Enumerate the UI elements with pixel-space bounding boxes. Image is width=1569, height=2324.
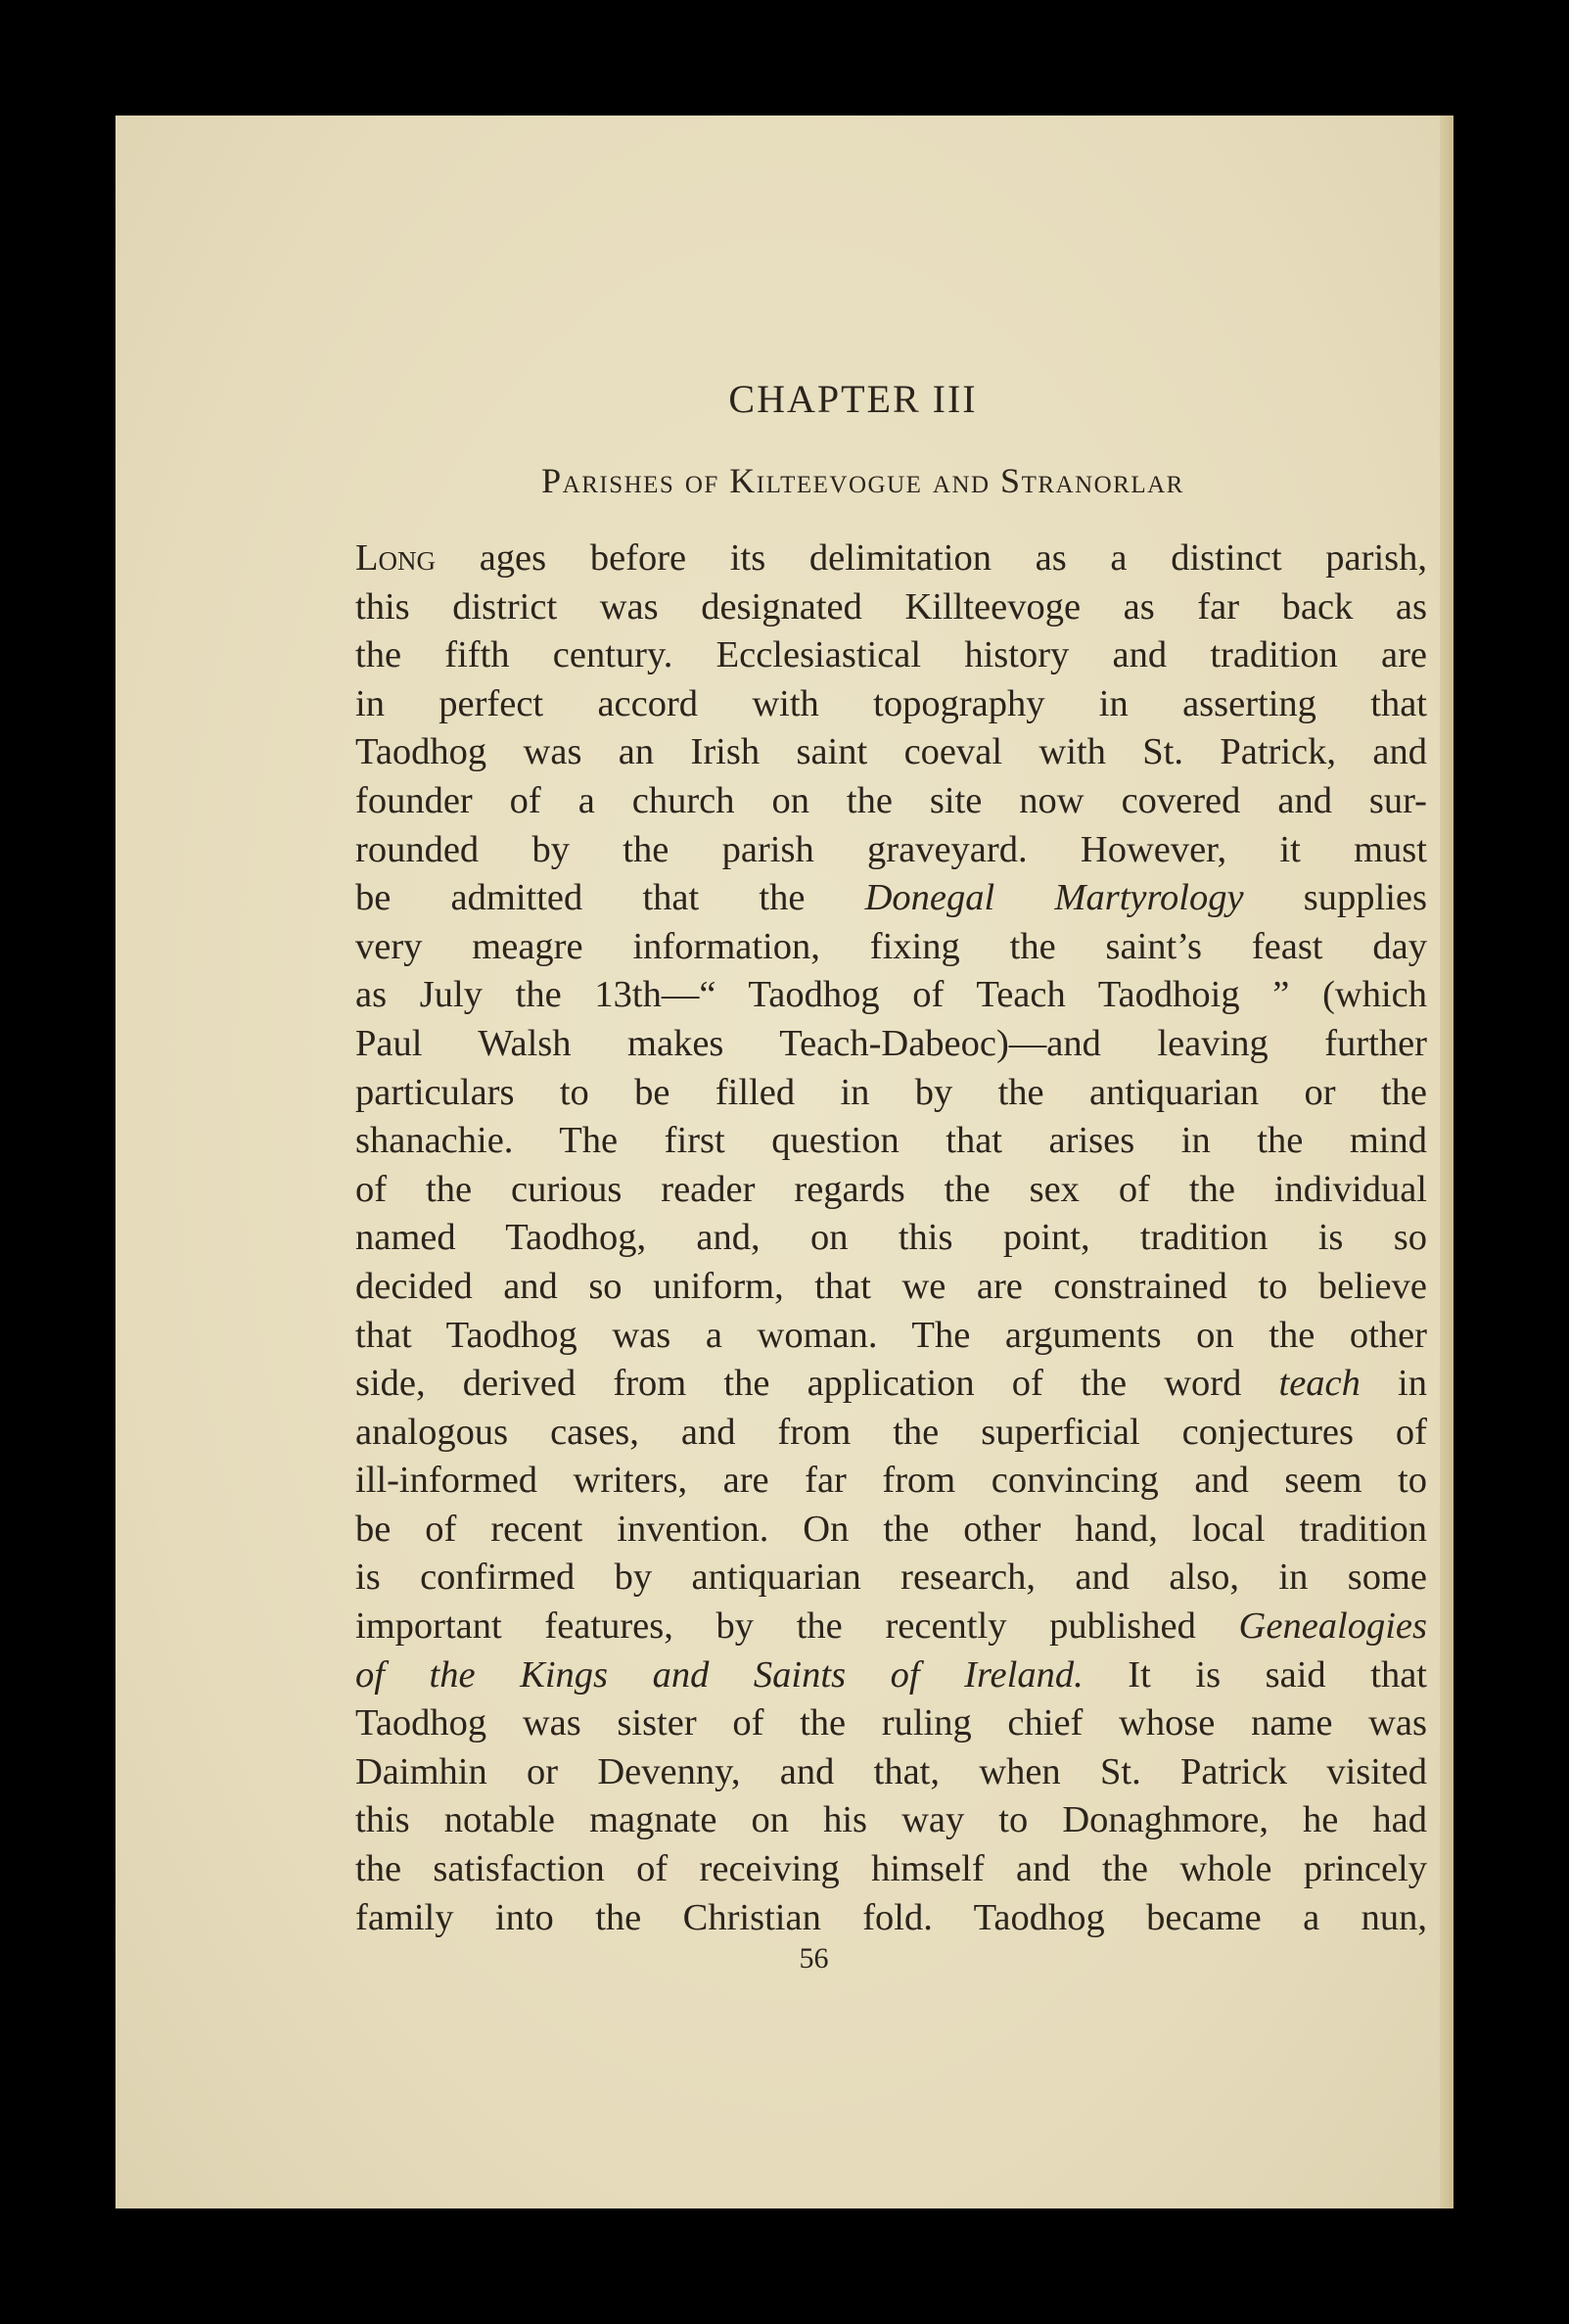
text-line: [355, 631, 1427, 680]
text-line: [355, 923, 1427, 972]
text-segment: very meagre information, fixing the saint’s feast day: [355, 925, 1427, 967]
page-edge: [1440, 116, 1454, 2208]
text-line: [355, 777, 1427, 826]
text-line: [355, 1506, 1427, 1555]
text-segment: analogous cases, and from the superficial conjectures of: [355, 1411, 1427, 1453]
text-line: [355, 1409, 1427, 1458]
text-segment: It is said that: [1083, 1653, 1427, 1696]
text-line: [355, 826, 1427, 875]
text-segment: this notable magnate on his way to Donaghmore, he had: [355, 1799, 1427, 1841]
text-segment: Daimhin or Devenny, and that, when St. Patrick visited: [355, 1750, 1427, 1792]
text-segment: as July the 13th—“ Taodhog of Teach Taodhoig ” (which: [355, 974, 1427, 1016]
text-segment: family into the Christian fold. Taodhog became a nun,: [355, 1896, 1427, 1938]
text-line: [355, 1699, 1427, 1748]
text-segment: important features, by the recently published: [355, 1605, 1239, 1648]
text-segment: Long: [355, 537, 437, 579]
text-line: [355, 728, 1427, 777]
text-segment: Genealogies: [1238, 1605, 1427, 1648]
text-segment: Taodhog was sister of the ruling chief whose name was: [355, 1702, 1427, 1744]
text-line: [355, 874, 1427, 923]
text-segment: decided and so uniform, that we are constrained to believe: [355, 1265, 1427, 1307]
text-segment: supplies: [1243, 877, 1427, 919]
text-line: [355, 1214, 1427, 1263]
text-line: [355, 1603, 1427, 1651]
text-line: [355, 1845, 1427, 1894]
text-line: [355, 1748, 1427, 1797]
text-line: [355, 1263, 1427, 1312]
text-segment: the fifth century. Ecclesiastical history and tradition are: [355, 634, 1427, 676]
text-line: [355, 1796, 1427, 1845]
text-line: [355, 1020, 1427, 1069]
text-segment: side, derived from the application of the word: [355, 1363, 1279, 1405]
text-line: [355, 680, 1427, 729]
text-line: [355, 1554, 1427, 1603]
text-segment: rounded by the parish graveyard. However, it must: [355, 828, 1427, 870]
text-segment: ill-informed writers, are far from convincing and seem to: [355, 1460, 1427, 1502]
text-segment: this district was designated Killteevoge as far back as: [355, 585, 1427, 627]
text-line: [355, 1360, 1427, 1409]
text-segment: named Taodhog, and, on this point, tradition is so: [355, 1217, 1427, 1259]
text-line: [355, 1166, 1427, 1215]
page-number: 56: [799, 1942, 829, 1975]
text-segment: the satisfaction of receiving himself and the whole princely: [355, 1848, 1427, 1890]
text-segment: in: [1360, 1363, 1427, 1405]
text-segment: Paul Walsh makes Teach-Dabeoc)—and leaving further: [355, 1022, 1427, 1064]
text-segment: be of recent invention. On the other hand, local tradition: [355, 1508, 1427, 1550]
chapter-subtitle: Parishes of Kilteevogue and Stranorlar: [541, 461, 1184, 500]
chapter-heading: CHAPTER III: [728, 377, 978, 421]
text-segment: founder of a church on the site now covered and sur-: [355, 779, 1427, 821]
text-segment: teach: [1278, 1363, 1361, 1405]
text-segment: in perfect accord with topography in asserting that: [355, 682, 1427, 724]
text-segment: shanachie. The first question that arises in the mind: [355, 1120, 1427, 1162]
text-segment: of the Kings and Saints of Ireland.: [355, 1653, 1084, 1696]
text-line: [355, 1069, 1427, 1118]
text-line: [355, 1312, 1427, 1361]
text-line: [355, 535, 1427, 583]
text-segment: be admitted that the: [355, 877, 865, 919]
text-segment: of the curious reader regards the sex of the individual: [355, 1168, 1427, 1210]
text-segment: particulars to be filled in by the antiquarian or the: [355, 1071, 1427, 1113]
text-line: [355, 971, 1427, 1020]
text-line: [355, 583, 1427, 632]
text-segment: is confirmed by antiquarian research, and also, in some: [355, 1557, 1427, 1599]
text-line: [355, 1651, 1427, 1700]
text-segment: ages before its delimitation as a distinct parish,: [436, 537, 1427, 579]
text-line: [355, 1894, 1427, 1943]
text-segment: Donegal Martyrology: [864, 877, 1244, 919]
text-segment: that Taodhog was a woman. The arguments on the other: [355, 1314, 1427, 1356]
book-page: [115, 116, 1454, 2208]
body-text: [355, 535, 1427, 1942]
text-line: [355, 1457, 1427, 1506]
text-segment: Taodhog was an Irish saint coeval with St. Patrick, and: [355, 731, 1427, 773]
text-line: [355, 1117, 1427, 1166]
